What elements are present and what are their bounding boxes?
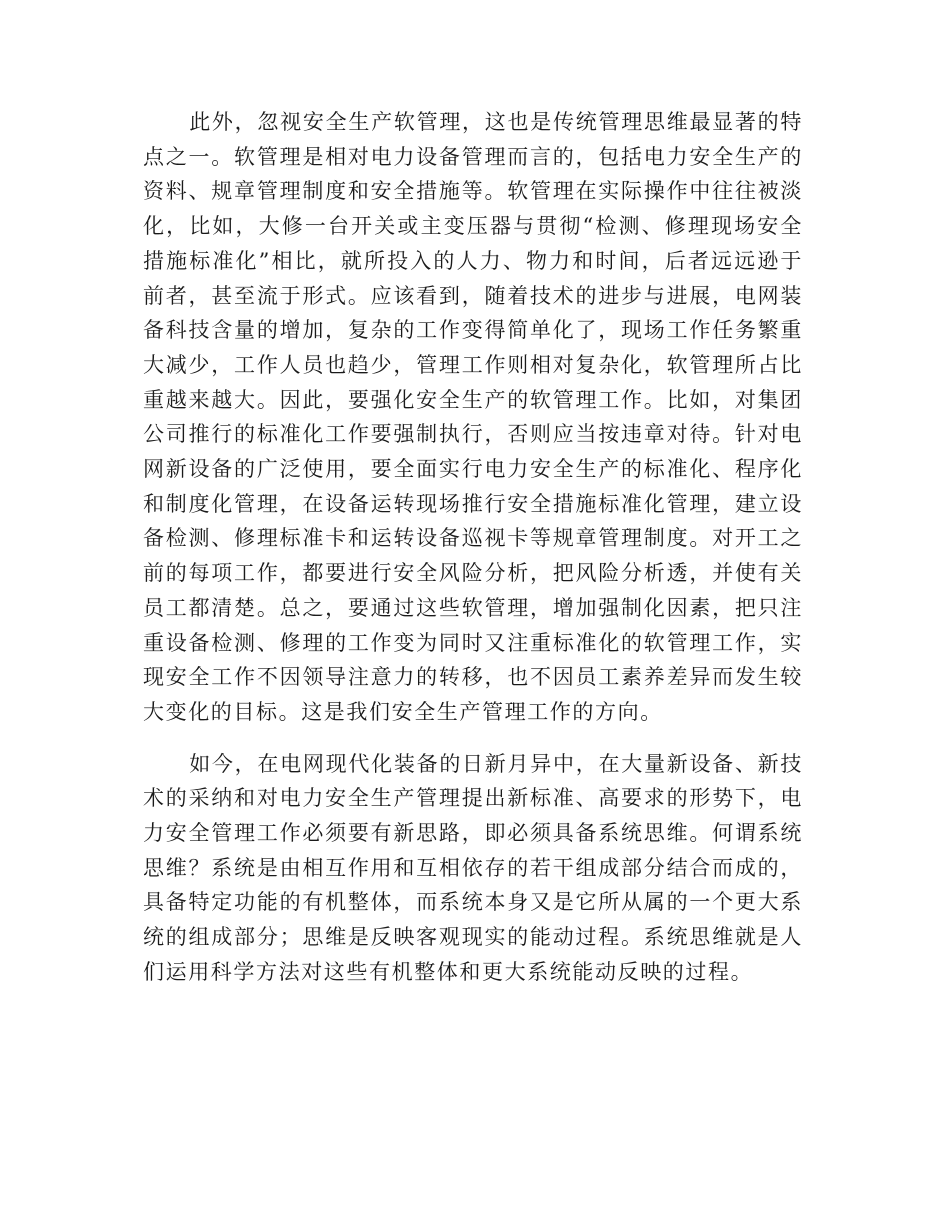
paragraph-1: 此外，忽视安全生产软管理，这也是传统管理思维最显著的特点之一。软管理是相对电力设备管理而言的，包括电力安全生产的资料、规章管理制度和安全措施等。软管理在实际操作中往往被淡化，比如，大修一台开关或主变压器与贯彻“检测、修理现场安全措施标准化”相比，就所投入的人力、物力和时间，后者远远逊于前者，甚至流于形式。应该看到，随着技术的进步与进展，电网装备科技含量的增加，复杂的工作变得简单化了，现场工作任务繁重大减少，工作人员也趋少，管理工作则相对复杂化，软管理所占比重越来越大。因此，要强化安全生产的软管理工作。比如，对集团公司推行的标准化工作要强制执行，否则应当按违章对待。针对电网新设备的广泛使用，要全面实行电力安全生产的标准化、程序化和制度化管理，在设备运转现场推行安全措施标准化管理，建立设备检测、修理标准卡和运转设备巡视卡等规章管理制度。对开工之前的每项工作，都要进行安全风险分析，把风险分析透，并使有关员工都清楚。总之，要通过这些软管理，增加强制化因素，把只注重设备检测、修理的工作变为同时又注重标准化的软管理工作，实现安全工作不因领导注意力的转移，也不因员工素养差异而发生较大变化的目标。这是我们安全生产管理工作的方向。 bbox=[143, 110, 803, 724]
paragraph-2: 如今，在电网现代化装备的日新月异中，在大量新设备、新技术的采纳和对电力安全生产管理提出新标准、高要求的形势下，电力安全管理工作必须要有新思路，即必须具备系统思维。何谓系统思维？系统是由相互作用和互相依存的若干组成部分结合而成的，具备特定功能的有机整体，而系统本身又是它所从属的一个更大系统的组成部分；思维是反映客观现实的能动过程。系统思维就是人们运用科学方法对这些有机整体和更大系统能动反映的过程。 bbox=[143, 751, 803, 984]
document-body bbox=[143, 105, 803, 990]
